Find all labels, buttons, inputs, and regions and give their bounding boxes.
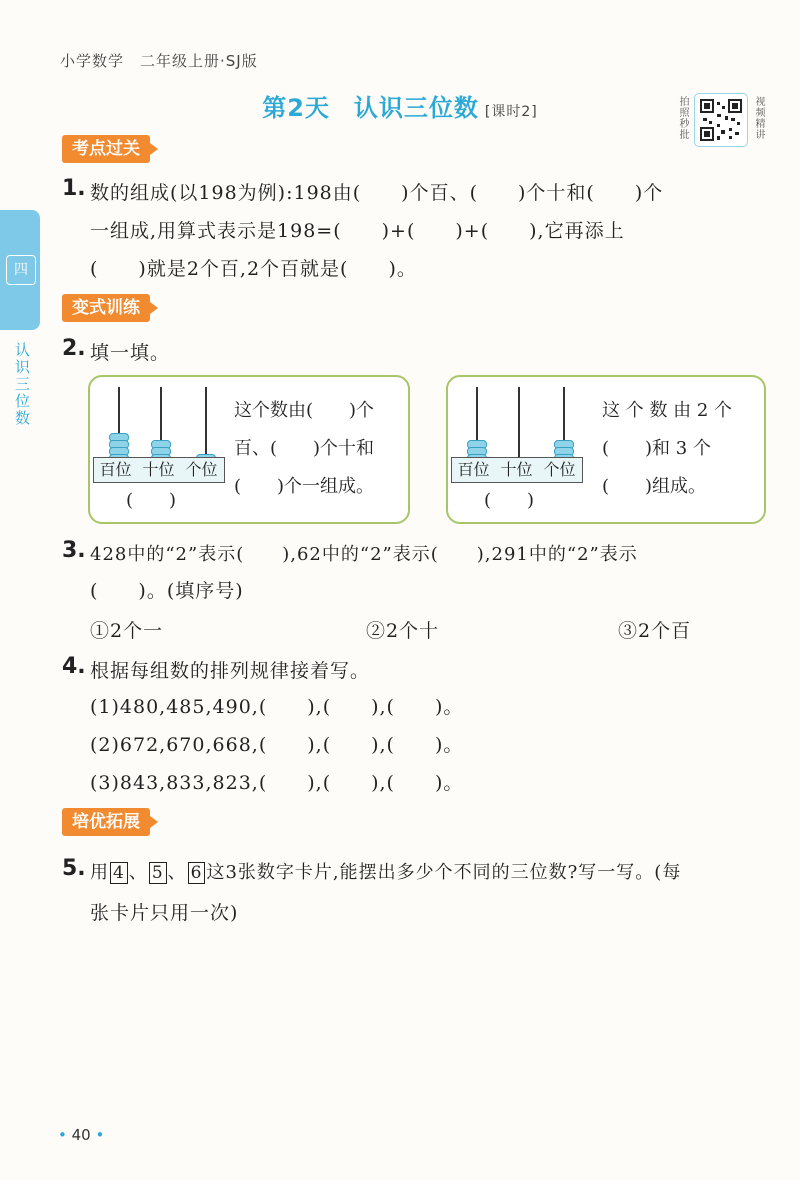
q4-row-3: (3)843,833,823,( ),( ),( )。 (90, 772, 464, 794)
q1-line-1: 数的组成(以198为例):198由( )个百、( )个十和( )个 (90, 182, 664, 204)
q2-text: 填一填。 (90, 342, 171, 364)
qr-right-label: 视频精讲 (753, 96, 764, 140)
abacus-rod-tens (518, 387, 520, 465)
place-label-tens: 十位 (500, 460, 533, 479)
q3-line-1: 428中的“2”表示( ),62中的“2”表示( ),291中的“2”表示 (90, 544, 638, 565)
abacus-box-1 (88, 375, 410, 524)
box1-line-1: 这个数由( )个 (234, 400, 375, 421)
q3-option-1: ①2个一 (90, 620, 164, 642)
q4-row-1: (1)480,485,490,( ),( ),( )。 (90, 696, 464, 718)
q1-line-3: ( )就是2个百,2个百就是( )。 (90, 258, 417, 280)
section-label-2: 变式训练 (62, 294, 150, 322)
question-number-5: 5. (62, 856, 86, 881)
q5-text: 这3张数字卡片,能摆出多少个不同的三位数?写一写。(每 (206, 862, 682, 883)
unit-number: 四 (6, 255, 36, 285)
digit-card-6: 6 (188, 862, 206, 884)
question-number-4: 4. (62, 654, 86, 679)
section-label-3: 培优拓展 (62, 808, 150, 836)
box1-line-2: 百、( )个十和 (234, 438, 375, 459)
question-number-2: 2. (62, 336, 86, 361)
q5-separator: 、 (128, 862, 148, 883)
box1-line-3: ( )个一组成。 (234, 476, 375, 497)
digit-card-4: 4 (110, 862, 128, 884)
q3-option-3: ③2个百 (618, 620, 692, 642)
abacus-place-labels (451, 457, 583, 483)
question-number-1: 1. (62, 176, 86, 201)
q5-line-2: 张卡片只用一次) (90, 902, 239, 924)
box2-line-2: ( )和 3 个 (602, 438, 711, 459)
abacus-answer-1: ( ) (126, 490, 177, 511)
unit-topic: 认识三位数 (13, 342, 31, 427)
lesson-tag: [课时2] (484, 104, 538, 120)
abacus-box-2 (446, 375, 766, 524)
title-topic: 认识三位数 (353, 94, 479, 122)
q5-line-1 (90, 858, 681, 884)
box2-line-1: 这 个 数 由 2 个 (602, 400, 733, 421)
section-label-1: 考点过关 (62, 135, 150, 163)
abacus-answer-2: ( ) (484, 490, 535, 511)
q4-text: 根据每组数的排列规律接着写。 (90, 660, 371, 682)
q1-line-2: 一组成,用算式表示是198=( )+( )+( ),它再添上 (90, 220, 625, 242)
q3-line-2: ( )。(填序号) (90, 580, 244, 602)
place-label-ones: 个位 (185, 460, 218, 479)
place-label-hundreds: 百位 (457, 460, 490, 479)
q4-row-2: (2)672,670,668,( ),( ),( )。 (90, 734, 464, 756)
title-day: 第2天 (262, 94, 330, 122)
qr-code-icon[interactable] (694, 93, 748, 147)
place-label-ones: 个位 (543, 460, 576, 479)
digit-card-5: 5 (149, 862, 167, 884)
q3-option-2: ②2个十 (366, 620, 440, 642)
abacus-place-labels (93, 457, 225, 483)
page-number-value: 40 (71, 1126, 91, 1144)
place-label-hundreds: 百位 (99, 460, 132, 479)
q5-separator: 、 (167, 862, 187, 883)
book-info: 小学数学 二年级上册·SJ版 (60, 52, 258, 70)
place-label-tens: 十位 (142, 460, 175, 479)
q5-prefix: 用 (90, 862, 109, 883)
qr-left-label: 拍照秒批 (677, 96, 688, 140)
question-number-3: 3. (62, 538, 86, 563)
page-number: • 40 • (58, 1126, 105, 1144)
box2-line-3: ( )组成。 (602, 476, 707, 497)
